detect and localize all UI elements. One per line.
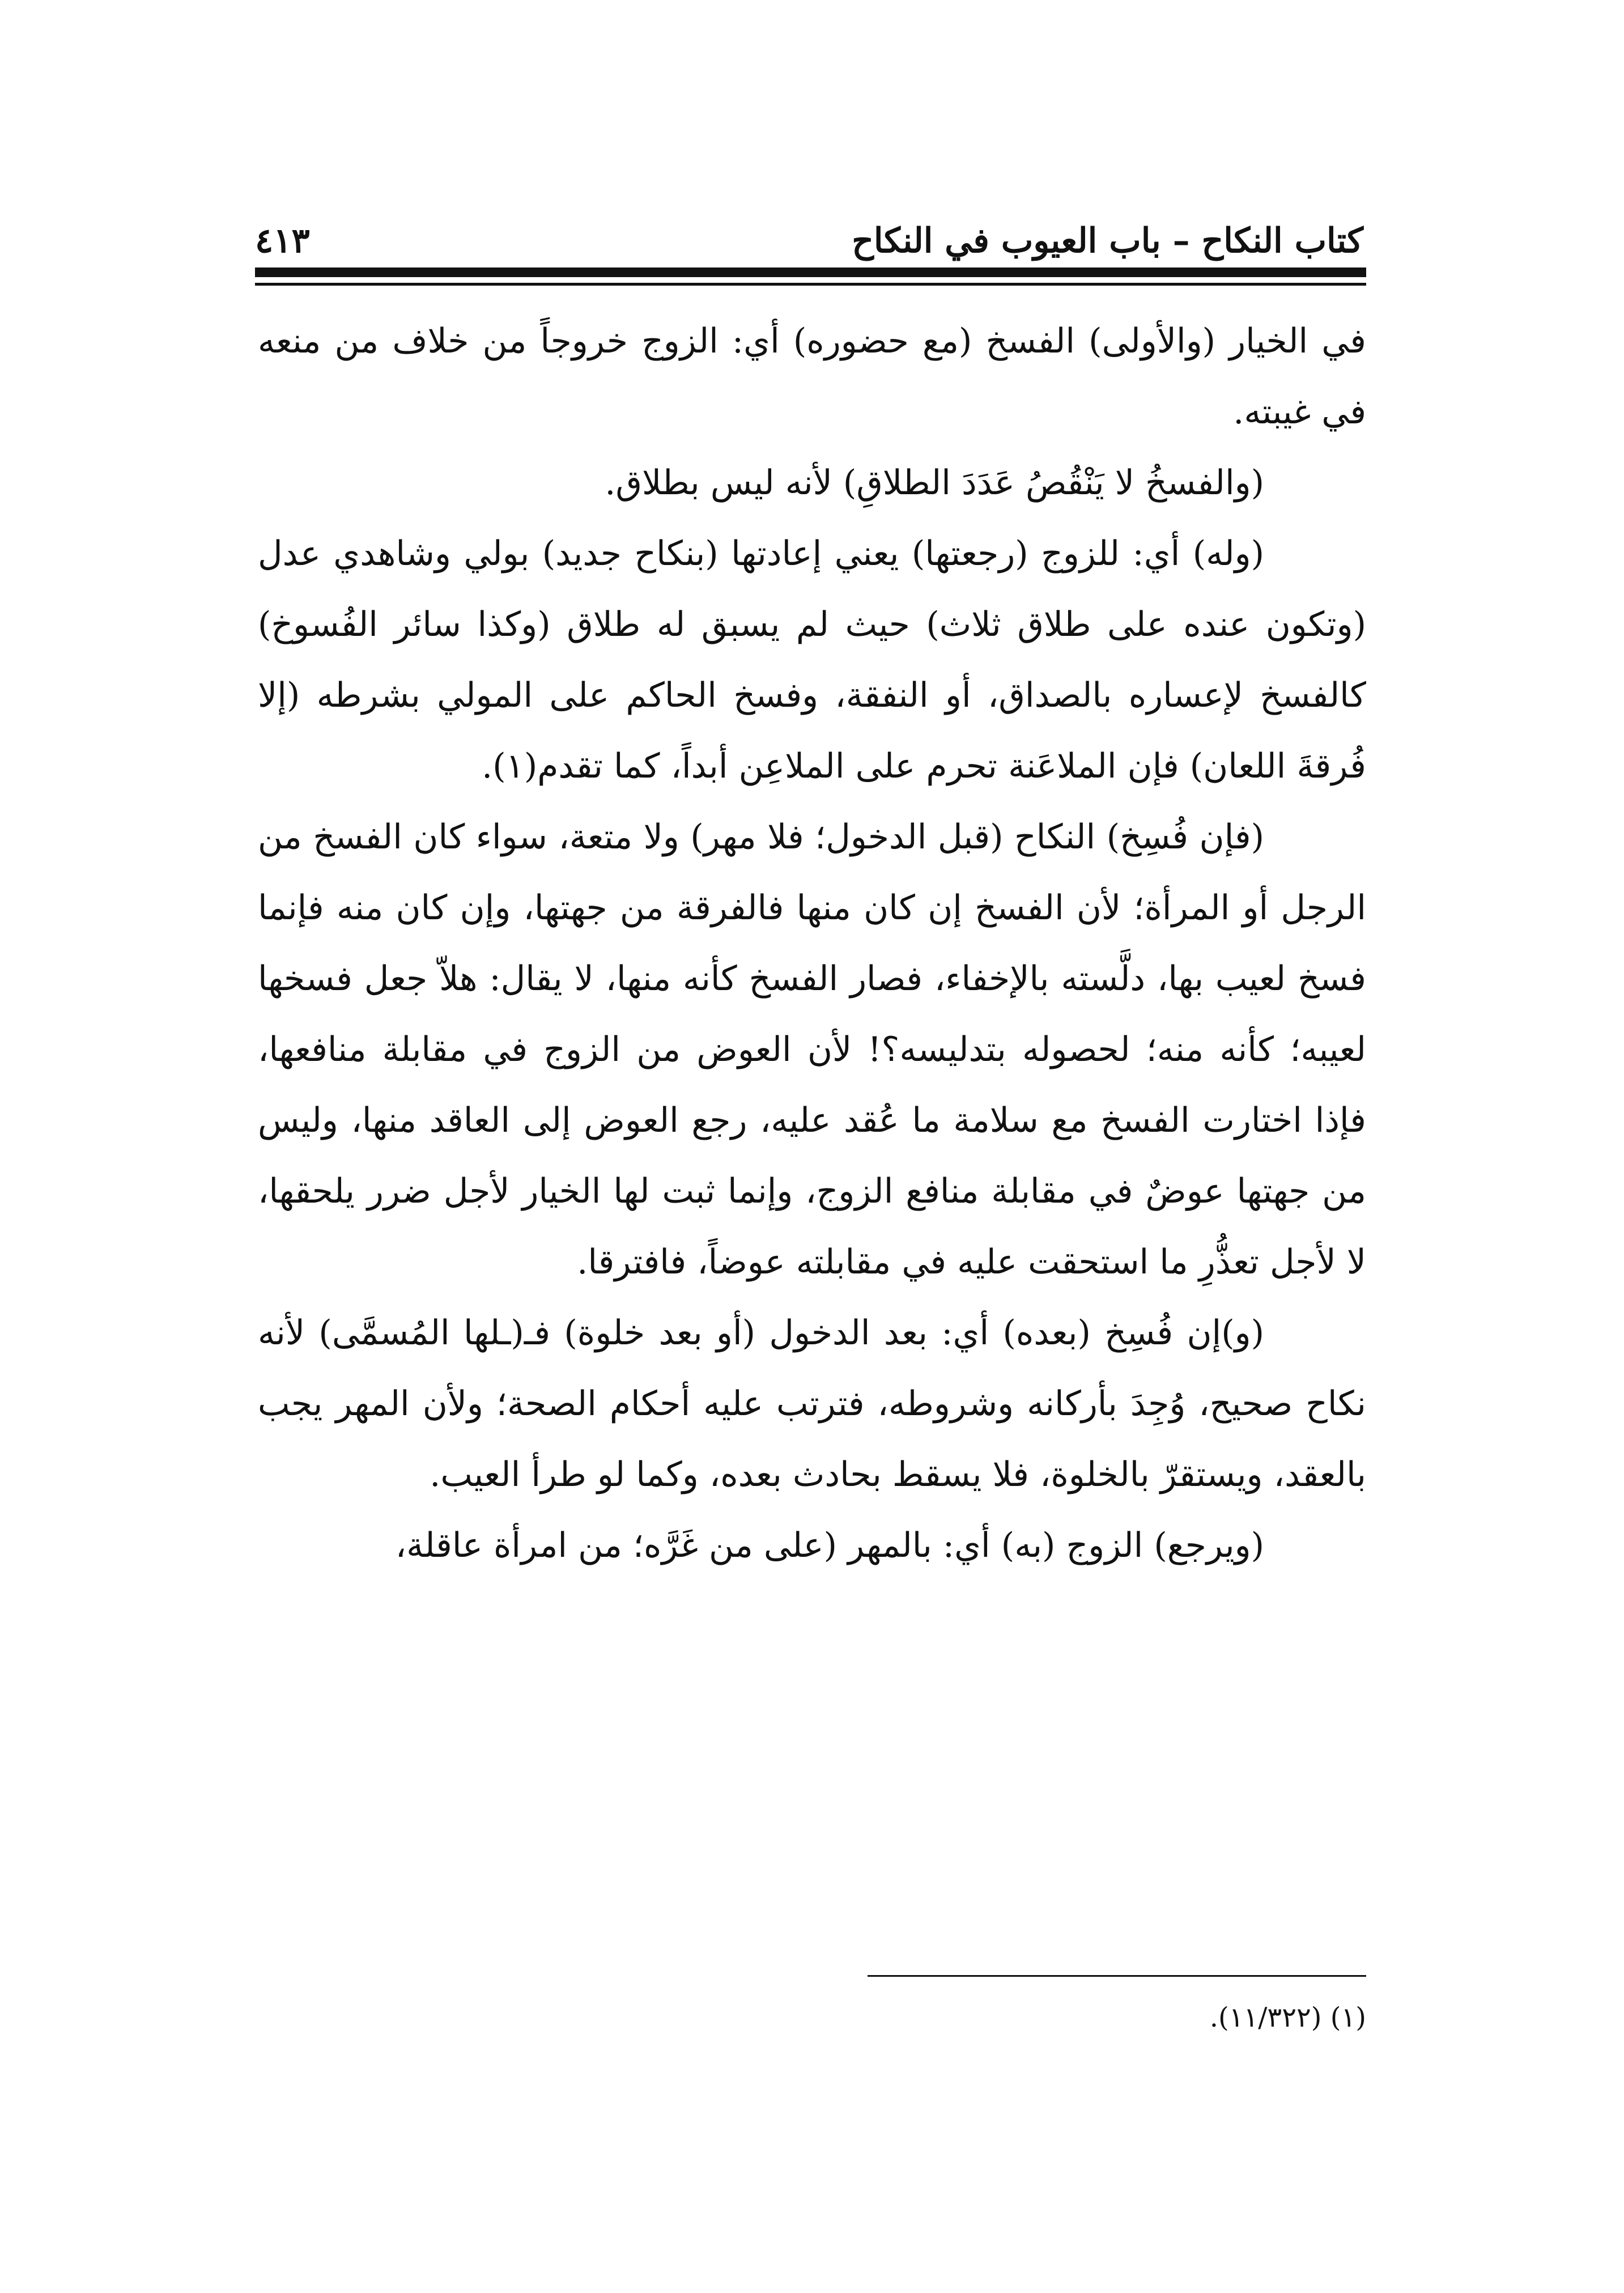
paragraph: (فإن فُسِخ) النكاح (قبل الدخول؛ فلا مهر) ولا متعة، سواء كان الفسخ من الرجل أو المرأة؛ لأن الفسخ إن كان منها فالفرقة من جهتها، وإن كان منه فإنما فسخ لعيب بها، دلَّسته بالإخفاء، فصار الفسخ كأنه منها، لا يقال: هلاّ جعل فسخها لعيبه؛ كأنه منه؛ لحصوله بتدليسه؟! لأن العوض من الزوج في مقابلة منافعها، فإذا اختارت الفسخ مع سلامة ما عُقد عليه، رجع العوض إلى العاقد منها، وليس من جهتها عوضٌ في مقابلة منافع الزوج، وإنما ثبت لها الخيار لأجل ضرر يلحقها، لا لأجل تعذُّرِ ما استحقت عليه في مقابلته عوضاً، فافترقا. xyxy=(258,817,1366,1282)
running-title: كتاب النكاح – باب العيوب في النكاح xyxy=(852,221,1363,261)
header-rule-thin xyxy=(255,283,1366,286)
paragraph: (وله) أي: للزوج (رجعتها) يعني إعادتها (بنكاح جديد) بولي وشاهدي عدل (وتكون عنده على طلاق ثلاث) حيث لم يسبق له طلاق (وكذا سائر الفُسوخ) كالفسخ لإعساره بالصداق، أو النفقة، وفسخ الحاكم على المولي بشرطه (إلا فُرقةَ اللعان) فإن الملاعَنة تحرم على الملاعِن أبداً، كما تقدم(١). xyxy=(258,534,1366,786)
paragraph: (و)إن فُسِخ (بعده) أي: بعد الدخول (أو بعد خلوة) فـ(ـلها المُسمَّى) لأنه نكاح صحيح، وُجِدَ بأركانه وشروطه، فترتب عليه أحكام الصحة؛ ولأن المهر يجب بالعقد، ويستقرّ بالخلوة، فلا يسقط بحادث بعده، وكما لو طرأ العيب. xyxy=(258,1313,1366,1494)
footnote: (١) (١١/٣٢٢). xyxy=(1209,2002,1366,2033)
paragraph: (والفسخُ لا يَنْقُصُ عَدَدَ الطلاقِ) لأنه ليس بطلاق. xyxy=(605,463,1264,503)
footnote-separator xyxy=(868,1975,1366,1977)
header-rule-thick xyxy=(255,267,1366,277)
page-header xyxy=(255,218,1363,261)
paragraph: (ويرجع) الزوج (به) أي: بالمهر (على من غَرَّه؛ من امرأة عاقلة، xyxy=(395,1526,1264,1565)
paragraph: في الخيار (والأولى) الفسخ (مع حضوره) أي: الزوج خروجاً من خلاف من منعه في غيبته. xyxy=(258,321,1366,432)
body-text xyxy=(258,306,1366,1581)
page-number: ٤١٣ xyxy=(255,221,310,261)
